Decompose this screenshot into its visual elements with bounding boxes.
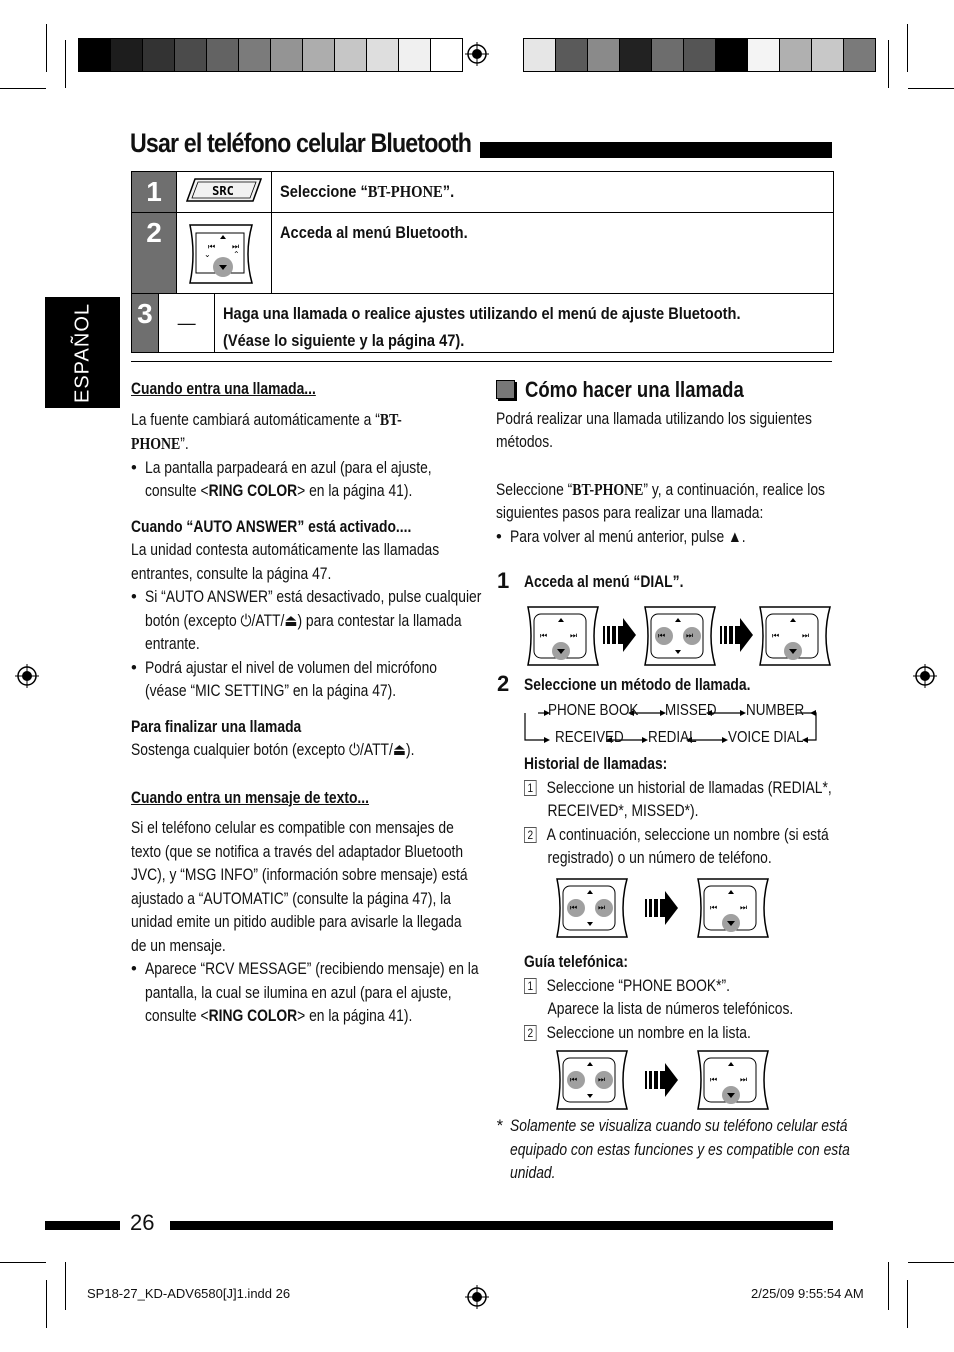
step-text: Acceda al menú Bluetooth. <box>280 223 468 242</box>
svg-text:⏮: ⏮ <box>208 242 216 251</box>
list-item: • Para volver al menú anterior, pulse ▲. <box>496 526 836 550</box>
svg-text:⌃: ⌃ <box>233 250 240 259</box>
power-att-eject-icon: ⏻/ATT/⏏ <box>240 611 298 630</box>
step-number: 3 <box>132 294 158 352</box>
section-divider <box>131 361 832 362</box>
source-change-text: La fuente cambiará automáticamente a “BT- <box>131 409 402 429</box>
crop-mark <box>46 24 47 72</box>
control-pad-down-icon <box>524 604 602 668</box>
right-arrow-icon <box>720 616 754 654</box>
svg-text:⏮: ⏮ <box>710 1075 718 1084</box>
flow-missed: MISSED <box>665 702 717 719</box>
power-att-eject-icon: ⏻/ATT/⏏ <box>349 741 406 759</box>
footer-rule-left <box>45 1221 120 1230</box>
svg-text:⏮: ⏮ <box>658 631 666 640</box>
footer-rule-right <box>170 1221 833 1230</box>
page-number: 26 <box>130 1210 155 1235</box>
step-row-2 <box>132 213 833 294</box>
step-number: 2 <box>497 671 510 696</box>
end-call-heading: Para finalizar una llamada <box>131 717 302 736</box>
crop-mark <box>46 1280 47 1328</box>
history-heading: Historial de llamadas: <box>524 755 668 773</box>
step-text: Haga una llamada o realice ajustes utilizando el menú de ajuste Bluetooth. (Véase lo siguiente y la página 47). <box>223 304 741 350</box>
list-item: • Si “AUTO ANSWER” está desactivado, pulse cualquier botón (excepto ⏻/ATT/⏏) para contestar la llamada entrante. <box>131 586 471 657</box>
crop-mark <box>908 88 954 89</box>
text-message-heading: Cuando entra un mensaje de texto... <box>131 788 369 807</box>
flow-phone-book: PHONE BOOK <box>548 702 639 719</box>
call-method-flow <box>524 702 824 754</box>
control-pad-down-icon <box>694 1048 772 1112</box>
svg-text:⏭: ⏭ <box>232 242 240 251</box>
registration-mark-icon <box>465 1285 489 1309</box>
src-label: SRC <box>212 184 234 198</box>
right-arrow-icon <box>645 1061 679 1099</box>
step-row-3 <box>132 294 833 352</box>
source-change-text: PHONE”. <box>131 434 189 453</box>
list-item: • Aparece “RCV MESSAGE” (recibiendo mensaje) en la pantalla, la cual se ilumina en azul (para el ajuste, consulte <RING COLOR> en la página 41). <box>131 958 471 1029</box>
make-call-heading: Cómo hacer una llamada <box>496 378 836 402</box>
control-pad-down-icon <box>756 604 834 668</box>
svg-text:⏮: ⏮ <box>570 903 578 912</box>
footer-timestamp: 2/25/09 9:55:54 AM <box>751 1286 864 1301</box>
crop-mark <box>0 1262 46 1263</box>
crop-mark <box>907 24 908 72</box>
svg-text:⌄: ⌄ <box>204 250 211 259</box>
flow-received: RECEIVED <box>555 729 624 746</box>
svg-text:⏮: ⏮ <box>710 903 718 912</box>
right-arrow-icon <box>603 616 637 654</box>
crop-mark <box>65 40 66 88</box>
step-number: 1 <box>132 172 176 212</box>
language-tab <box>45 297 120 408</box>
history-section: Historial de llamadas: 1 Seleccione un historial de llamadas (REDIAL*, RECEIVED*, MISSED*). 2 A continuación, seleccione un nombre (si está registrado) o un número de teléfono. <box>524 755 832 867</box>
control-pad-skip-icon <box>553 876 631 940</box>
flow-number: NUMBER <box>746 702 805 719</box>
registration-mark-icon <box>465 42 489 66</box>
left-column: Cuando entra una llamada... La fuente cambiará automáticamente a “BT- PHONE”. • La pantalla parpadeará en azul (para el ajuste, consulte <RING COLOR> en la página 41). Cuando “AUTO ANSWER” está activado.... La unidad contesta automáticamente las llamadas entrantes, consulte la página 47. • Si “AUTO ANSWER” está desactivado, pulse cualquier botón (excepto ⏻/ATT/⏏) para contestar la llamada entrante. • Podrá ajustar el nivel de volumen del micrófono (véase “MIC SETTING” en la página 47). Para finalizar una llamada Sostenga cualquier botón (excepto ⏻/ATT/⏏). Cuando entra un mensaje de texto... Si el teléfono celular es compatible con mensajes de texto (que se notifica a través del adaptador Bluetooth JVC), y “MSG INFO” (información sobre mensaje) está ajustado a “AUTOMATIC” (consulte la página 47), la unidad emite un pitido audible para avisarle la llegada de un mensaje. • Aparece “RCV MESSAGE” (recibiendo mensaje) en la pantalla, la cual se ilumina en azul (para el ajuste, consulte <RING COLOR> en la página 41). <box>131 378 471 1029</box>
control-pad-down-icon <box>694 876 772 940</box>
title-rule <box>480 142 832 158</box>
crop-mark <box>65 1262 66 1310</box>
color-bar-left <box>78 38 463 72</box>
svg-text:⏭: ⏭ <box>570 631 578 640</box>
phonebook-section: Guía telefónica: 1 Seleccione “PHONE BOOK*”. Aparece la lista de números telefónicos. 2 Seleccione un nombre en la lista. <box>524 953 794 1042</box>
registration-mark-icon <box>15 664 39 688</box>
list-item: • La pantalla parpadeará en azul (para el ajuste, consulte <RING COLOR> en la página 41). <box>131 457 471 504</box>
control-pad-skip-icon <box>641 604 719 668</box>
crop-mark <box>888 40 889 88</box>
up-arrow-icon: ▲ <box>728 527 742 546</box>
footnote: * Solamente se visualiza cuando su teléfono celular está equipado con estas funciones y es compatible con esta unidad. <box>496 1117 850 1182</box>
svg-text:⏮: ⏮ <box>772 631 780 640</box>
steps-table <box>131 171 834 353</box>
svg-text:⏮: ⏮ <box>570 1075 578 1084</box>
registration-mark-icon <box>913 664 937 688</box>
list-item: • Podrá ajustar el nivel de volumen del micrófono (véase “MIC SETTING” en la página 47). <box>131 657 471 704</box>
crop-mark <box>908 1262 954 1263</box>
step-number: 1 <box>497 568 510 593</box>
step-text: Acceda al menú “DIAL”. <box>524 573 684 591</box>
crop-mark <box>888 1262 889 1310</box>
language-tab-label: ESPAÑOL <box>71 302 93 403</box>
phonebook-heading: Guía telefónica: <box>524 953 628 971</box>
section-square-icon <box>496 380 515 399</box>
crop-mark <box>907 1280 908 1328</box>
control-pad-down-icon <box>176 213 272 293</box>
src-button-icon <box>176 172 272 212</box>
step-text: Seleccione un método de llamada. <box>524 676 751 694</box>
step-text: Seleccione “BT-PHONE”. <box>280 182 455 201</box>
right-arrow-icon <box>645 889 679 927</box>
footer-file-info: SP18-27_KD-ADV6580[J]1.indd 26 <box>87 1286 291 1301</box>
no-button-dash: — <box>158 294 215 352</box>
flow-voice-dial: VOICE DIAL <box>728 729 804 746</box>
crop-mark <box>0 88 46 89</box>
color-bar-right <box>523 38 876 72</box>
step-row-1 <box>132 172 833 213</box>
right-column: Cómo hacer una llamada Podrá realizar una llamada utilizando los siguientes métodos. Seleccione “BT-PHONE” y, a continuación, realice los siguientes pasos para realizar una llamada: • Para volver al menú anterior, pulse ▲. <box>496 378 836 549</box>
incoming-call-heading: Cuando entra una llamada... <box>131 380 316 398</box>
flow-redial: REDIAL <box>648 729 697 746</box>
svg-text:⏭: ⏭ <box>598 1075 606 1084</box>
svg-text:⏭: ⏭ <box>802 631 810 640</box>
svg-text:⏭: ⏭ <box>686 631 694 640</box>
svg-text:⏭: ⏭ <box>740 903 748 912</box>
step-number: 2 <box>132 213 176 293</box>
page-title: Usar el teléfono celular Bluetooth <box>130 128 472 158</box>
control-pad-skip-icon <box>553 1048 631 1112</box>
svg-text:⏮: ⏮ <box>540 631 548 640</box>
svg-text:⏭: ⏭ <box>740 1075 748 1084</box>
auto-answer-heading: Cuando “AUTO ANSWER” está activado.... <box>131 517 412 536</box>
svg-text:⏭: ⏭ <box>598 903 606 912</box>
